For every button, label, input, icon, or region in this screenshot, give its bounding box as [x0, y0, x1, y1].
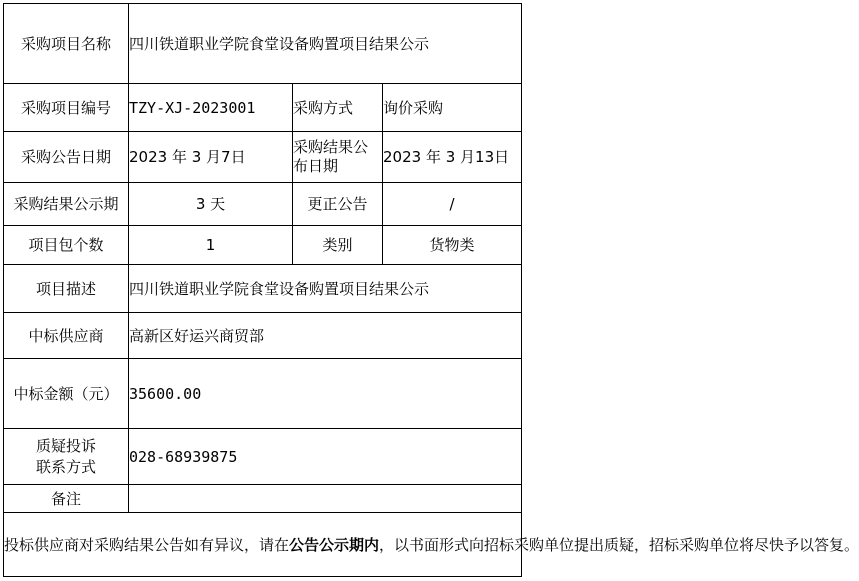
result-publish-date-value: 2023 年 3 月13日: [383, 132, 522, 183]
project-description-value: 四川铁道职业学院食堂设备购置项目结果公示: [129, 265, 522, 313]
notice-date-label: 采购公告日期: [4, 132, 129, 183]
category-label: 类别: [293, 226, 383, 265]
notice-date-value: 2023 年 3 月7日: [129, 132, 293, 183]
winning-amount-label: 中标金额（元）: [4, 359, 129, 429]
category-value: 货物类: [383, 226, 522, 265]
procurement-method-label: 采购方式: [293, 84, 383, 132]
result-publish-date-label: 采购结果公布日期: [293, 138, 369, 175]
package-count-value: 1: [129, 226, 293, 265]
notice-text-after: ，以书面形式向招标采购单位提出质疑，招标采购单位将尽快予以答复。: [379, 535, 859, 554]
complaint-contact-label: 质疑投诉联系方式: [36, 436, 97, 476]
project-number-label: 采购项目编号: [4, 84, 129, 132]
project-number-value: TZY-XJ-2023001: [129, 84, 293, 132]
procurement-method-value: 询价采购: [383, 84, 522, 132]
objection-notice: [4, 513, 859, 577]
row-winning-amount: [4, 359, 522, 429]
winning-supplier-label: 中标供应商: [4, 313, 129, 359]
package-count-label: 项目包个数: [4, 226, 129, 265]
procurement-result-table: [3, 3, 859, 577]
publicity-period-label: 采购结果公示期: [4, 183, 129, 226]
notice-text-bold: 公告公示期内: [289, 535, 380, 554]
row-project-description: [4, 265, 522, 313]
row-dates: [4, 132, 522, 183]
publicity-period-value: 3 天: [129, 183, 293, 226]
row-project-number: [4, 84, 522, 132]
project-description-label: 项目描述: [4, 265, 129, 313]
row-publicity-period: [4, 183, 522, 226]
row-remarks: [4, 485, 522, 513]
correction-notice-label: 更正公告: [293, 183, 383, 226]
project-name-value: 四川铁道职业学院食堂设备购置项目结果公示: [129, 4, 522, 84]
winning-amount-value: 35600.00: [129, 359, 522, 429]
remarks-value: [129, 485, 522, 513]
row-notice: [4, 513, 522, 577]
winning-supplier-value: 高新区好运兴商贸部: [129, 313, 522, 359]
row-project-name: [4, 4, 522, 84]
complaint-contact-value: 028-68939875: [129, 429, 522, 485]
row-winning-supplier: [4, 313, 522, 359]
result-publish-date-label-cell: [293, 132, 383, 183]
project-name-label: 采购项目名称: [4, 4, 129, 84]
complaint-contact-label-cell: [4, 429, 129, 485]
row-complaint-contact: [4, 429, 522, 485]
row-package-count: [4, 226, 522, 265]
correction-notice-value: /: [383, 183, 522, 226]
notice-text-before: 投标供应商对采购结果公告如有异议，请在: [4, 535, 290, 554]
remarks-label: 备注: [4, 485, 129, 513]
